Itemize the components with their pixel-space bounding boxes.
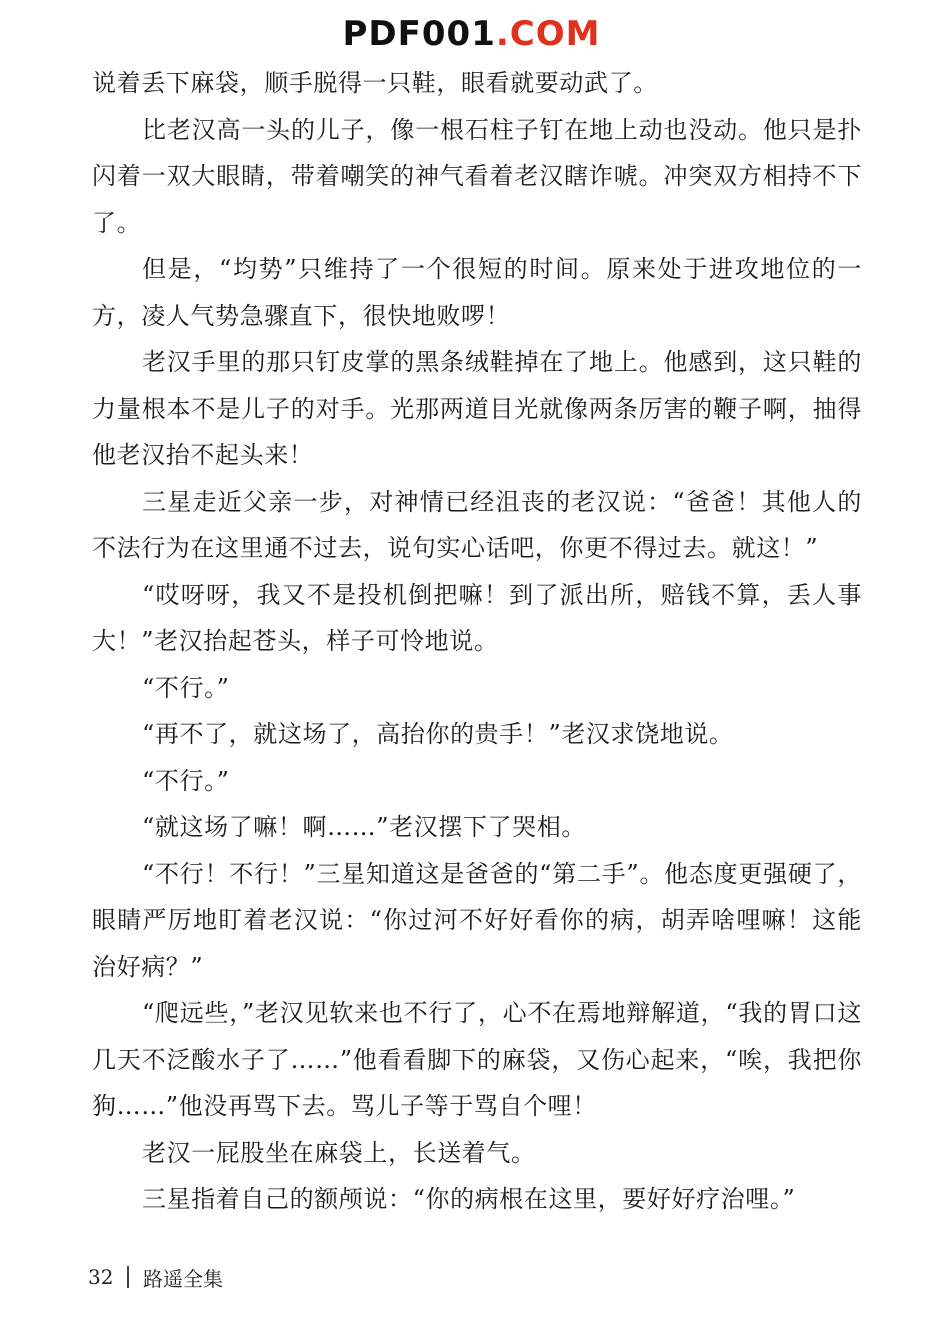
- paragraph: 说着丢下麻袋，顺手脱得一只鞋，眼看就要动武了。: [92, 69, 658, 97]
- book-title: 路遥全集: [142, 1266, 223, 1291]
- paragraph: 老汉一屁股坐在麻袋上，长送着气。: [142, 1138, 536, 1167]
- paragraph: 老汉手里的那只钉皮掌的黑条绒鞋掉在了地上。他感到，这只鞋的力量根本不是儿子的对手。光那两道目光就像两条厉害的鞭子啊，抽得他老汉抬不起头来！: [92, 348, 862, 469]
- page-footer: [88, 1262, 223, 1292]
- watermark-dot: .: [495, 14, 510, 54]
- page-number: 32: [88, 1265, 114, 1289]
- footer-divider: [127, 1266, 129, 1288]
- paragraph: “不行！不行！”三星知道这是爸爸的“第二手”。他态度更强硬了，眼睛严厉地盯着老汉说：“你过河不好好看你的病，胡弄啥哩嘛！这能治好病？”: [92, 859, 862, 981]
- watermark: [0, 14, 943, 54]
- paragraph: 比老汉高一头的儿子，像一根石柱子钉在地上动也没动。他只是扑闪着一双大眼睛，带着嘲笑的神气看着老汉瞎诈唬。冲突双方相持不下了。: [92, 115, 862, 237]
- watermark-com: COM: [509, 14, 601, 54]
- paragraph: “就这场了嘛！啊……”老汉摆下了哭相。: [142, 813, 586, 841]
- paragraph: “不行。”: [142, 766, 230, 795]
- paragraph: “哎呀呀，我又不是投机倒把嘛！到了派出所，赔钱不算，丢人事大！”老汉抬起苍头，样子可怜地说。: [92, 580, 862, 655]
- page-body-text: [92, 60, 862, 1223]
- paragraph: “不行。”: [142, 673, 230, 702]
- paragraph: 三星指着自己的额颅说：“你的病根在这里，要好好疗治哩。”: [142, 1185, 796, 1213]
- paragraph: 但是，“均势”只维持了一个很短的时间。原来处于进攻地位的一方，凌人气势急骤直下，很快地败啰！: [92, 255, 862, 330]
- paragraph: “爬远些，”老汉见软来也不行了，心不在焉地辩解道，“我的胃口这几天不泛酸水子了……”他看看脚下的麻袋，又伤心起来，“唉，我把你狗……”他没再骂下去。骂儿子等于骂自个哩！: [92, 999, 862, 1120]
- paragraph: “再不了，就这场了，高抬你的贵手！”老汉求饶地说。: [142, 720, 734, 748]
- paragraph: 三星走近父亲一步，对神情已经沮丧的老汉说：“爸爸！其他人的不法行为在这里通不过去，说句实心话吧，你更不得过去。就这！”: [92, 487, 862, 562]
- watermark-main: PDF001: [342, 14, 496, 54]
